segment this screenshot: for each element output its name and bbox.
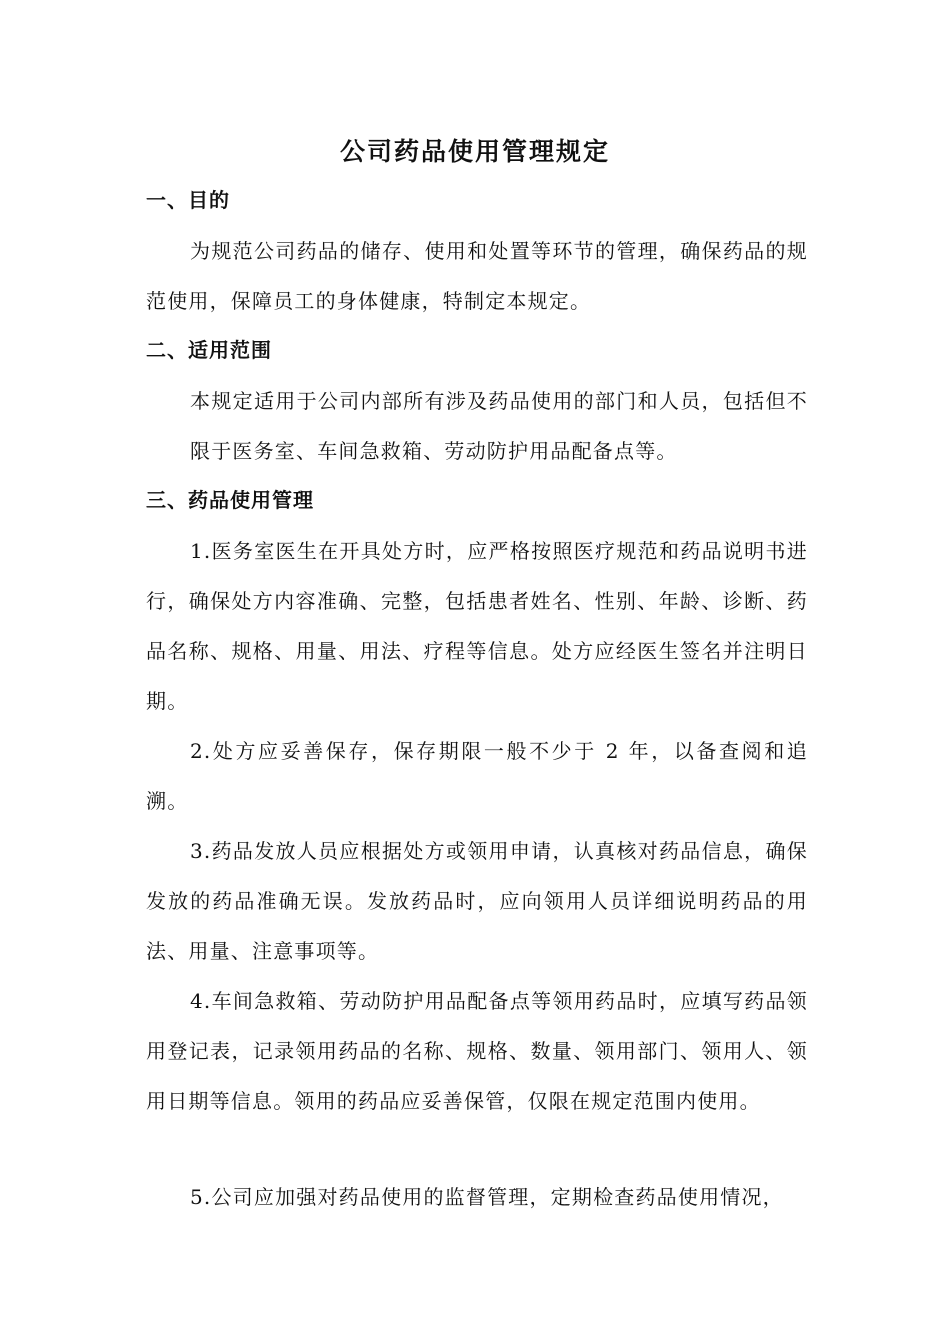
- section-heading-scope: 二、适用范围: [146, 338, 272, 362]
- paragraph-item-4: 4.车间急救箱、劳动防护用品配备点等领用药品时，应填写药品领用登记表，记录领用药品的名称、规格、数量、领用部门、领用人、领用日期等信息。领用的药品应妥善保管，仅限在规定范围内使用。: [146, 989, 808, 1113]
- paragraph-item-1: 1.医务室医生在开具处方时，应严格按照医疗规范和药品说明书进行，确保处方内容准确、完整，包括患者姓名、性别、年龄、诊断、药品名称、规格、用量、用法、疗程等信息。处方应经医生签名并注明日期。: [146, 539, 808, 713]
- document-title: 公司药品使用管理规定: [339, 137, 610, 166]
- paragraph-purpose: 为规范公司药品的储存、使用和处置等环节的管理，确保药品的规范使用，保障员工的身体健康，特制定本规定。: [146, 239, 808, 313]
- section-heading-drug-use: 三、药品使用管理: [146, 488, 314, 512]
- section-heading-purpose: 一、目的: [146, 188, 230, 212]
- paragraph-scope: 本规定适用于公司内部所有涉及药品使用的部门和人员，包括但不限于医务室、车间急救箱、劳动防护用品配备点等。: [190, 389, 808, 463]
- paragraph-item-2: 2.处方应妥善保存，保存期限一般不少于 2 年，以备查阅和追溯。: [146, 739, 808, 813]
- paragraph-item-3: 3.药品发放人员应根据处方或领用申请，认真核对药品信息，确保发放的药品准确无误。发放药品时，应向领用人员详细说明药品的用法、用量、注意事项等。: [146, 839, 808, 963]
- paragraph-item-5: 5.公司应加强对药品使用的监督管理，定期检查药品使用情况，: [190, 1185, 784, 1209]
